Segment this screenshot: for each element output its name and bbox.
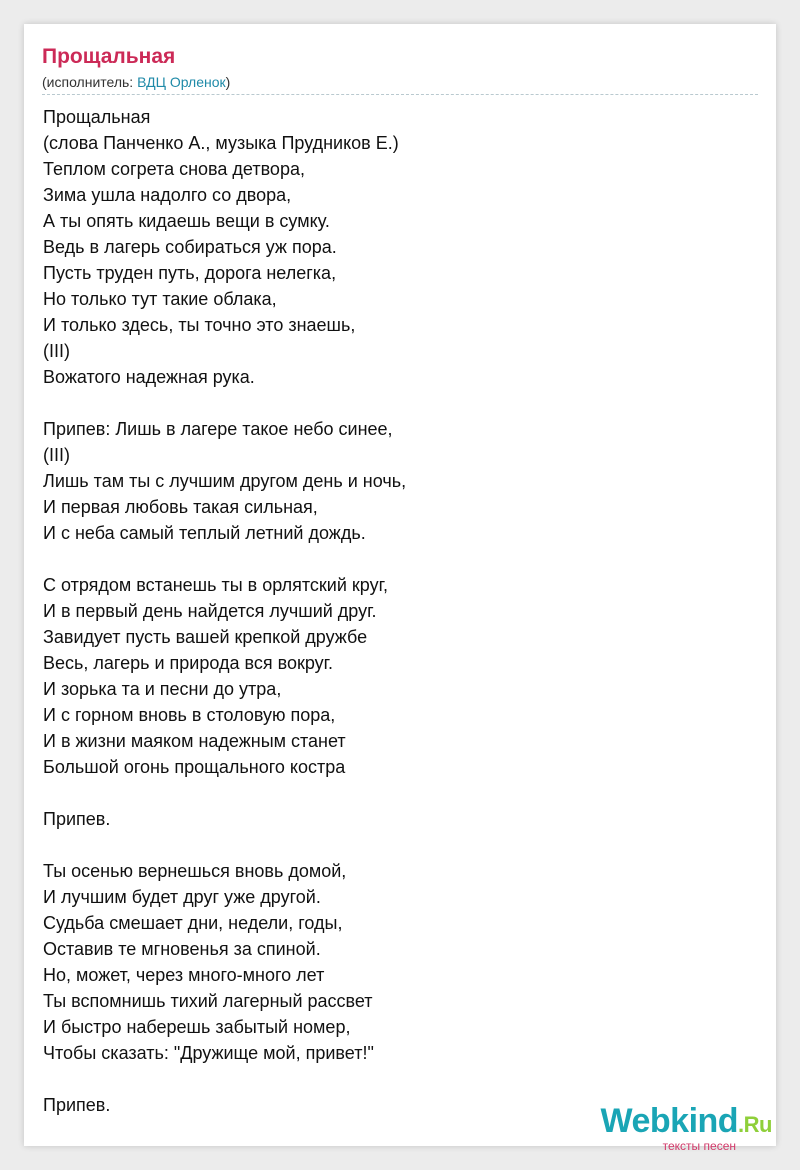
logo-wordmark <box>601 1104 773 1142</box>
lyrics-text <box>43 104 743 1118</box>
lyric-line: И в жизни маяком надежным станет <box>43 731 346 751</box>
lyric-line: (слова Панченко А., музыка Прудников Е.) <box>43 133 399 153</box>
lyric-line: Припев. <box>43 1095 111 1115</box>
webkind-logo[interactable] <box>601 1104 773 1152</box>
lyric-line: Прощальная <box>43 107 151 127</box>
lyric-line <box>43 390 743 416</box>
lyric-line: Весь, лагерь и природа вся вокруг. <box>43 653 334 673</box>
lyric-line: Большой огонь прощального костра <box>43 757 346 777</box>
lyric-line: Ты осенью вернешься вновь домой, <box>43 861 347 881</box>
lyric-line: И с горном вновь в столовую пора, <box>43 705 336 725</box>
performer-prefix: (исполнитель: <box>42 74 138 90</box>
lyric-line: Лишь там ты с лучшим другом день и ночь, <box>43 471 407 491</box>
lyric-line <box>43 546 743 572</box>
lyric-line: Теплом согрета снова детвора, <box>43 159 305 179</box>
lyric-line: Ты вспомнишь тихий лагерный рассвет <box>43 991 373 1011</box>
logo-tagline: тексты песен <box>662 1139 736 1153</box>
lyric-line: Ведь в лагерь собираться уж пора. <box>43 237 337 257</box>
lyric-line: Припев. <box>43 809 111 829</box>
performer-line <box>42 72 758 92</box>
lyric-line: И первая любовь такая сильная, <box>43 497 318 517</box>
performer-suffix: ) <box>225 74 231 90</box>
lyric-line <box>43 832 743 858</box>
lyric-line: А ты опять кидаешь вещи в сумку. <box>43 211 330 231</box>
lyric-line: Но только тут такие облака, <box>43 289 277 309</box>
lyric-line: И в первый день найдется лучший друг. <box>43 601 377 621</box>
lyric-line: Вожатого надежная рука. <box>43 367 255 387</box>
lyric-line: И с неба самый теплый летний дождь. <box>43 523 366 543</box>
lyric-line: И зорька та и песни до утра, <box>43 679 282 699</box>
lyric-line: И только здесь, ты точно это знаешь, <box>43 315 356 335</box>
lyric-line: (III) <box>43 341 70 361</box>
logo-tld: .Ru <box>738 1112 772 1137</box>
lyric-line: И лучшим будет друг уже другой. <box>43 887 321 907</box>
lyric-line: Припев: Лишь в лагере такое небо синее, <box>43 419 393 439</box>
lyric-line: Чтобы сказать: "Дружище мой, привет!" <box>43 1043 374 1063</box>
lyric-line: Оставив те мгновенья за спиной. <box>43 939 321 959</box>
lyric-line: Завидует пусть вашей крепкой дружбе <box>43 627 368 647</box>
lyric-line: И быстро наберешь забытый номер, <box>43 1017 351 1037</box>
lyric-line: Но, может, через много-много лет <box>43 965 325 985</box>
song-title: Прощальная <box>42 45 176 68</box>
lyric-line: Зима ушла надолго со двора, <box>43 185 292 205</box>
song-header <box>42 44 758 95</box>
lyric-line: Судьба смешает дни, недели, годы, <box>43 913 343 933</box>
logo-main-text: Webkind <box>600 1102 739 1140</box>
lyric-line: С отрядом встанешь ты в орлятский круг, <box>43 575 388 595</box>
lyric-line: (III) <box>43 445 70 465</box>
lyric-line <box>43 780 743 806</box>
performer-link[interactable]: ВДЦ Орленок <box>137 74 226 90</box>
lyric-line <box>43 1066 743 1092</box>
lyric-line: Пусть труден путь, дорога нелегка, <box>43 263 337 283</box>
